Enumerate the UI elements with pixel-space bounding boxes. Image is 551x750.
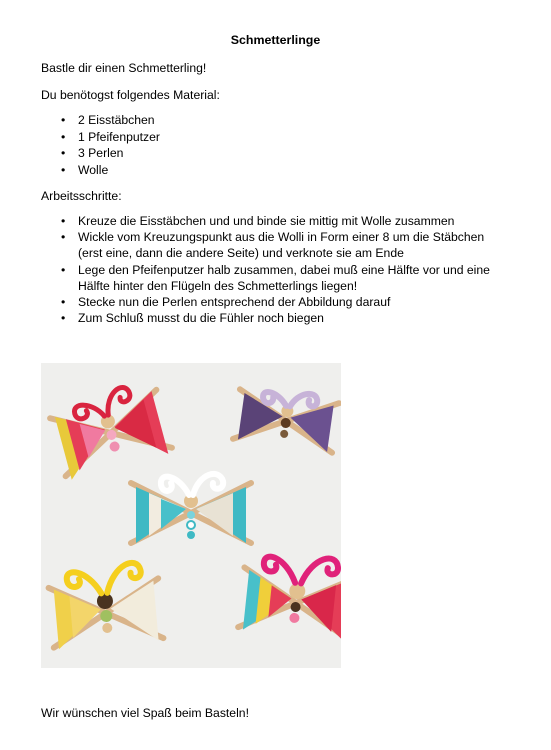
list-item: • 1 Pfeifenputzer: [61, 129, 160, 144]
material-heading: Du benötogst folgendes Material:: [41, 88, 220, 102]
list-item: • 3 Perlen: [61, 146, 124, 160]
list-item: • Wickle vom Kreuzungspunkt aus die Wolli in Form einer 8 um die Stäbchen (erst eine, dann die andere Seite) und verknote sie am Ende: [61, 230, 485, 261]
steps-heading: Arbeitsschritte:: [41, 189, 122, 203]
list-item: • Stecke nun die Perlen entsprechend der Abbildung darauf: [61, 295, 391, 310]
list-item: • Kreuze die Eisstäbchen und und binde sie mittig mit Wolle zusammen: [61, 214, 455, 228]
document-title: Schmetterlinge: [230, 33, 321, 47]
intro-text: Bastle dir einen Schmetterling!: [41, 61, 207, 75]
list-item: • Wolle: [61, 162, 109, 177]
list-item: • 2 Eisstäbchen: [61, 113, 155, 127]
list-item: • Zum Schluß musst du die Fühler noch biegen: [61, 311, 324, 326]
list-item: • Lege den Pfeifenputzer halb zusammen, dabei muß eine Hälfte vor und eine Hälfte hinter den Flügeln des Schmetterlings liegen!: [61, 262, 490, 293]
butterfly-craft-photo: [41, 363, 341, 668]
material-list: [41, 112, 160, 178]
steps-list: [41, 213, 490, 326]
closing-text: Wir wünschen viel Spaß beim Basteln!: [41, 706, 249, 720]
